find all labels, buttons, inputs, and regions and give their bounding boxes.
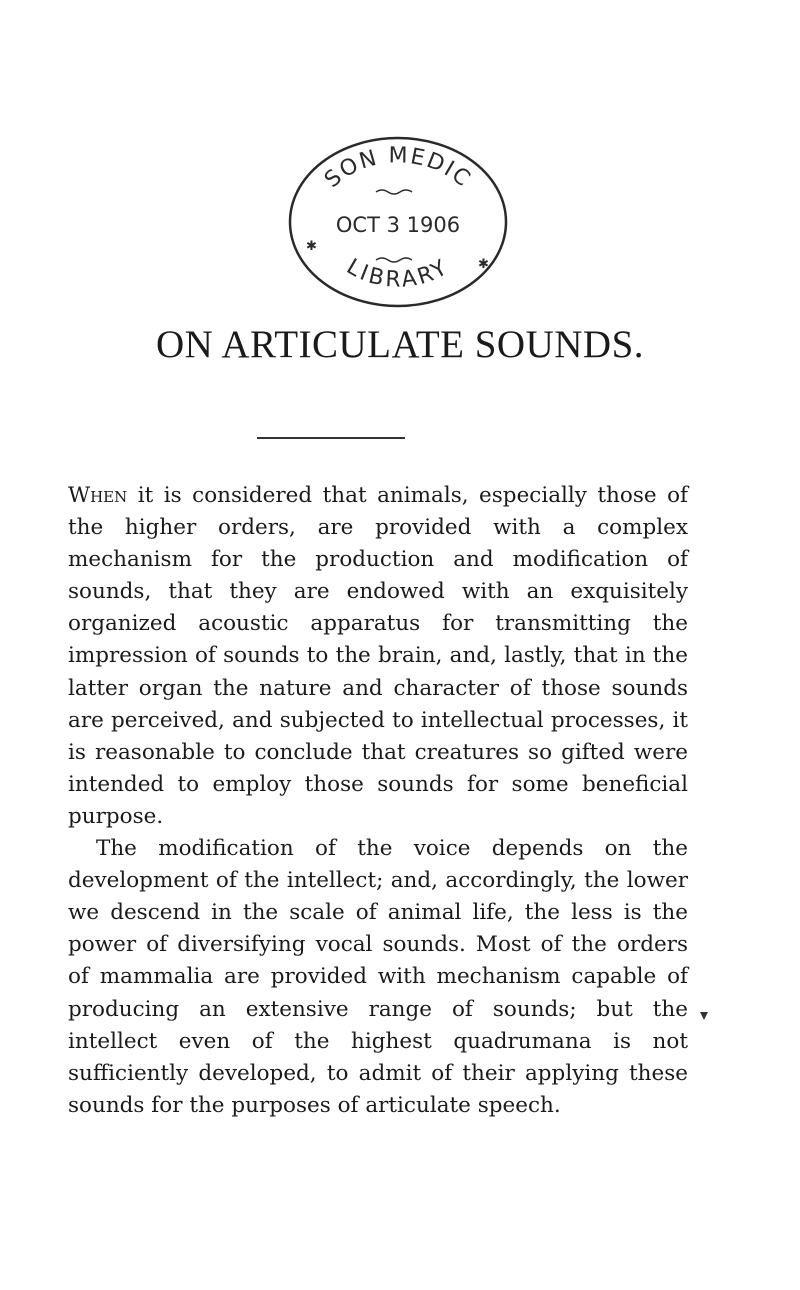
paragraph-1 (68, 480, 688, 833)
page-title: ON ARTICULATE SOUNDS. (155, 323, 645, 366)
paragraph-1-text: it is considered that animals, especially those of the higher orders, are provided with a complex mechanism for the production and modification of sounds, that they are endowed with an exquisitely organized acoustic apparatus for transmitting the impression of sounds to the brain, and, lastly, that in the latter organ the nature and character of those sounds are perceived, and subjected to intellectual processes, it is reasonable to conclude that creatures so gifted were intended to employ those sounds for some beneficial purpose. (68, 483, 688, 829)
paragraph-2: The modification of the voice depends on the development of the intellect; and, accordingly, the lower we descend in the scale of animal life, the less is the power of diversifying vocal sounds. Most of the orders of mammalia are provided with mechanism capable of producing an extensive range of sounds; but the intellect even of the highest quadrumana is not sufficiently developed, to admit of their applying these sounds for the purposes of articulate speech. (68, 836, 688, 1118)
stamp-graphic (278, 122, 518, 322)
stamp-bottom-text: LIBRARY (342, 254, 454, 293)
library-stamp (278, 122, 518, 322)
stamp-star-right: ✱ (478, 257, 489, 272)
margin-mark (700, 1012, 708, 1020)
stamp-date: OCT 3 1906 (335, 213, 461, 237)
body-text (68, 480, 688, 1122)
stamp-star-left: ✱ (306, 239, 317, 254)
stamp-top-text: SON MEDIC (320, 143, 476, 193)
svg-text:LIBRARY (342, 254, 454, 292)
title-divider (257, 437, 405, 439)
paragraph-1-lead: When (68, 483, 128, 508)
